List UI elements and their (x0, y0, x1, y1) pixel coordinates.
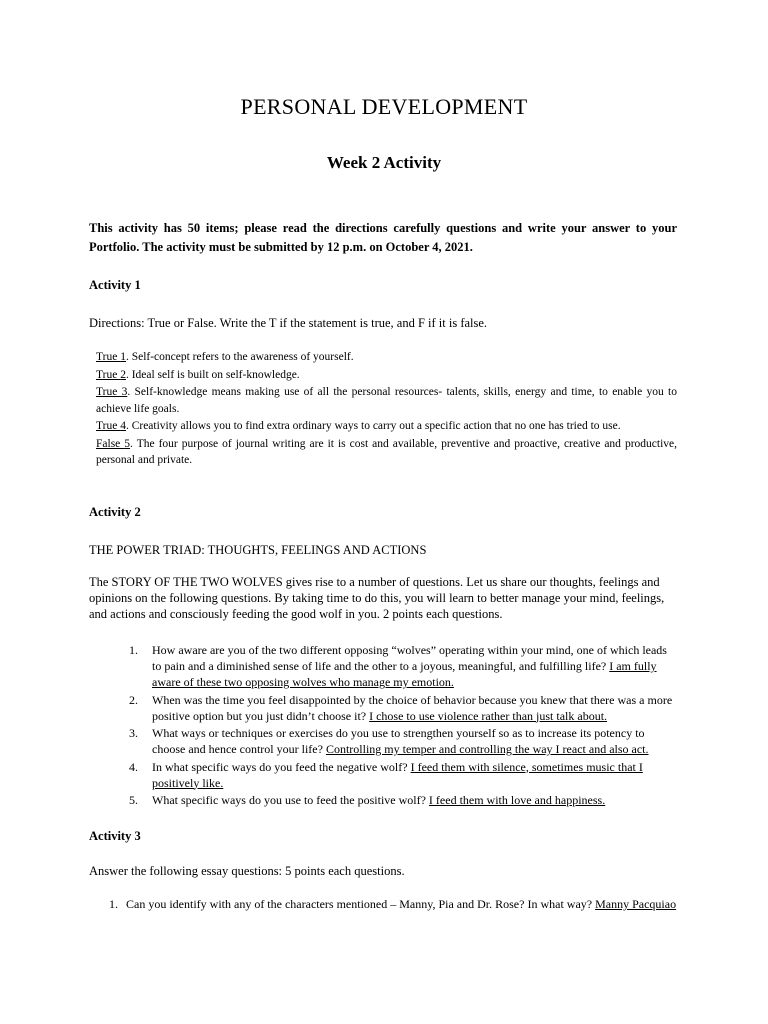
activity2-paragraph: The STORY OF THE TWO WOLVES gives rise to a number of questions. Let us share our thoughts, feelings and opinions on the following questions. By taking time to do this, you will learn to better manage your mind, feelings, and actions and consciously feeding the good wolf in you. 2 points each questions. (89, 575, 665, 621)
tf-answer: True 1 (96, 351, 126, 363)
tf-item (96, 418, 677, 435)
question-text: What ways or techniques or exercises do you use to strengthen yourself so as to increase its potency to choose and hence control your life? (152, 726, 645, 756)
tf-answer: True 2 (96, 368, 126, 381)
intro-paragraph: This activity has 50 items; please read the directions carefully questions and write your answer to your Portfolio. The activity must be submitted by 12 p.m. on October 4, 2021. (89, 221, 677, 254)
tf-statement: . Self-knowledge means making use of all the personal resources- talents, skills, energy and time, to enable you to achieve life goals. (96, 386, 677, 415)
question-number: 2. (129, 692, 138, 707)
question-text: What specific ways do you use to feed the positive wolf? (152, 793, 429, 807)
tf-answer: True 4 (96, 420, 126, 432)
activity2-subheading: THE POWER TRIAD: THOUGHTS, FEELINGS AND ACTIONS (89, 543, 427, 557)
activity2-heading: Activity 2 (89, 505, 141, 519)
question-text: When was the time you feel disappointed by the choice of behavior because you knew that there was a more positive option but you just didn’t choose it? (152, 692, 673, 723)
tf-statement: . Ideal self is built on self-knowledge. (125, 368, 300, 381)
essay-question (109, 896, 678, 912)
tf-statement: . The four purpose of journal writing are it is cost and available, preventive and proactive, creative and productive, personal and private. (96, 437, 677, 466)
document-title: PERSONAL DEVELOPMENT (240, 94, 528, 119)
question-text: How aware are you of the two different opposing “wolves” operating within your mind, one of which leads to pain and a diminished sense of life and the other to a joyous, meaningful, and fulfilling life? (152, 643, 667, 673)
question-answer: I am fully aware of these two opposing wolves who manage my emotion. (152, 659, 657, 689)
wolves-question-list (129, 642, 676, 810)
question-number: 1. (129, 643, 138, 657)
list-item (129, 692, 676, 724)
question-answer: Manny Pacquiao (595, 897, 677, 911)
question-answer: I feed them with silence, sometimes music that I positively like. (152, 759, 643, 790)
tf-statement: . Creativity allows you to find extra ordinary ways to carry out a specific action that no one has tried to use. (125, 420, 621, 432)
question-answer: Controlling my temper and controlling the way I react and also act. (325, 742, 649, 756)
list-item (129, 792, 676, 808)
tf-item (96, 367, 677, 384)
true-false-list (96, 349, 677, 470)
activity3-heading: Activity 3 (89, 829, 141, 843)
question-text: In what specific ways do you feed the negative wolf? (152, 759, 411, 774)
list-item (129, 642, 676, 690)
activity1-heading: Activity 1 (89, 278, 141, 292)
list-item (129, 759, 676, 791)
tf-item (96, 436, 677, 469)
question-answer: I chose to use violence rather than just talk about. (369, 708, 608, 723)
tf-item (96, 349, 677, 366)
tf-answer: False 5 (96, 437, 131, 450)
question-number: 1. (109, 897, 118, 911)
activity1-directions: Directions: True or False. Write the T if the statement is true, and F if it is false. (89, 316, 488, 330)
question-text: Can you identify with any of the characters mentioned – Manny, Pia and Dr. Rose? In what way? (126, 897, 596, 911)
list-item (129, 725, 676, 757)
question-number: 4. (129, 759, 138, 774)
question-number: 3. (129, 726, 138, 740)
tf-item (96, 384, 677, 417)
tf-statement: . Self-concept refers to the awareness of yourself. (125, 351, 354, 363)
activity3-directions: Answer the following essay questions: 5 points each questions. (89, 864, 405, 878)
tf-answer: True 3 (96, 386, 128, 398)
question-number: 5. (129, 793, 138, 807)
document-subtitle: Week 2 Activity (326, 153, 442, 172)
question-answer: I feed them with love and happiness. (428, 793, 606, 807)
